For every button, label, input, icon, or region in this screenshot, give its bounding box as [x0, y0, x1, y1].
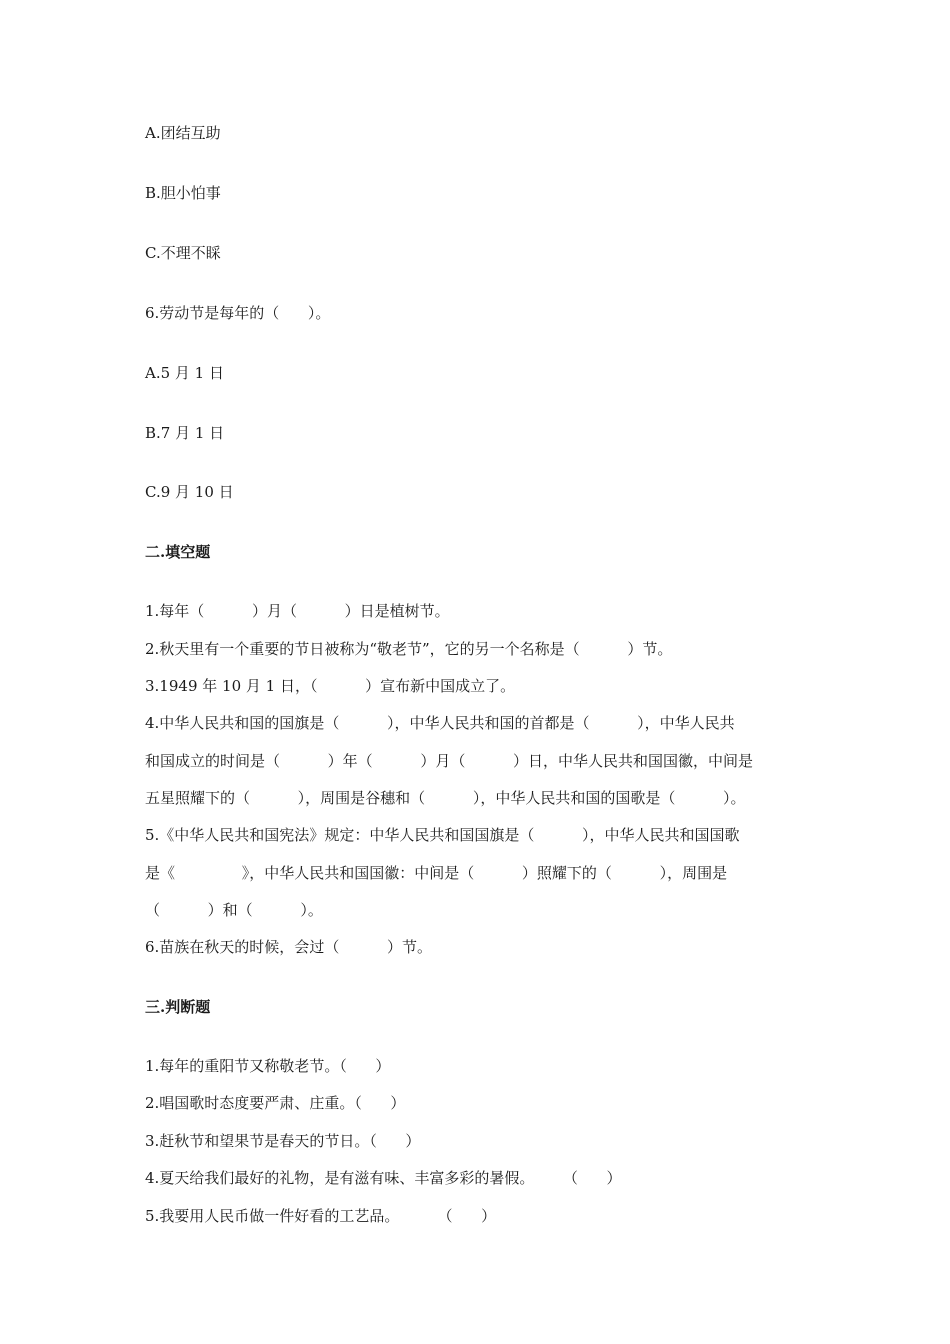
fill-blank-line: 五星照耀下的（ ），周围是谷穗和（ ），中华人民共和国的国歌是（ ）。: [145, 789, 746, 807]
question-6-option-c: C.9 月 10 日: [145, 483, 234, 501]
question-6-option-b: B.7 月 1 日: [145, 424, 225, 442]
true-false-line: 3.赶秋节和望果节是春天的节日。（ ）: [145, 1132, 421, 1150]
fill-blank-line: 1.每年（ ）月（ ）日是植树节。: [145, 602, 450, 620]
fill-blank-line: 5.《中华人民共和国宪法》规定：中华人民共和国国旗是（ ），中华人民共和国国歌: [145, 826, 740, 844]
fill-blank-line: 4.中华人民共和国的国旗是（ ），中华人民共和国的首都是（ ），中华人民共: [145, 714, 735, 732]
section-heading-true-false: 三.判断题: [145, 998, 211, 1016]
fill-blank-line: 和国成立的时间是（ ）年（ ）月（ ）日，中华人民共和国国徽，中间是: [145, 752, 754, 770]
question-6-option-a: A.5 月 1 日: [145, 364, 224, 382]
true-false-line: 1.每年的重阳节又称敬老节。（ ）: [145, 1057, 391, 1075]
fill-blank-line: 3.1949 年 10 月 1 日，（ ）宣布新中国成立了。: [145, 677, 516, 695]
section-heading-fill-blank: 二.填空题: [145, 543, 211, 561]
true-false-line: 4.夏天给我们最好的礼物，是有滋有味、丰富多彩的暑假。 （ ）: [145, 1169, 622, 1187]
fill-blank-line: 是《 》，中华人民共和国国徽：中间是（ ）照耀下的（ ），周围是: [145, 864, 728, 882]
option-a: A.团结互助: [145, 124, 221, 142]
true-false-line: 5.我要用人民币做一件好看的工艺品。 （ ）: [145, 1207, 497, 1225]
fill-blank-line: 6.苗族在秋天的时候，会过（ ）节。: [145, 938, 432, 956]
question-6: 6.劳动节是每年的（ ）。: [145, 304, 331, 322]
fill-blank-line: （ ）和（ ）。: [145, 901, 323, 919]
true-false-line: 2.唱国歌时态度要严肃、庄重。（ ）: [145, 1094, 406, 1112]
fill-blank-line: 2.秋天里有一个重要的节日被称为“敬老节”，它的另一个名称是（ ）节。: [145, 640, 673, 658]
document-page: [145, 0, 815, 1344]
option-c: C.不理不睬: [145, 244, 221, 262]
option-b: B.胆小怕事: [145, 184, 221, 202]
